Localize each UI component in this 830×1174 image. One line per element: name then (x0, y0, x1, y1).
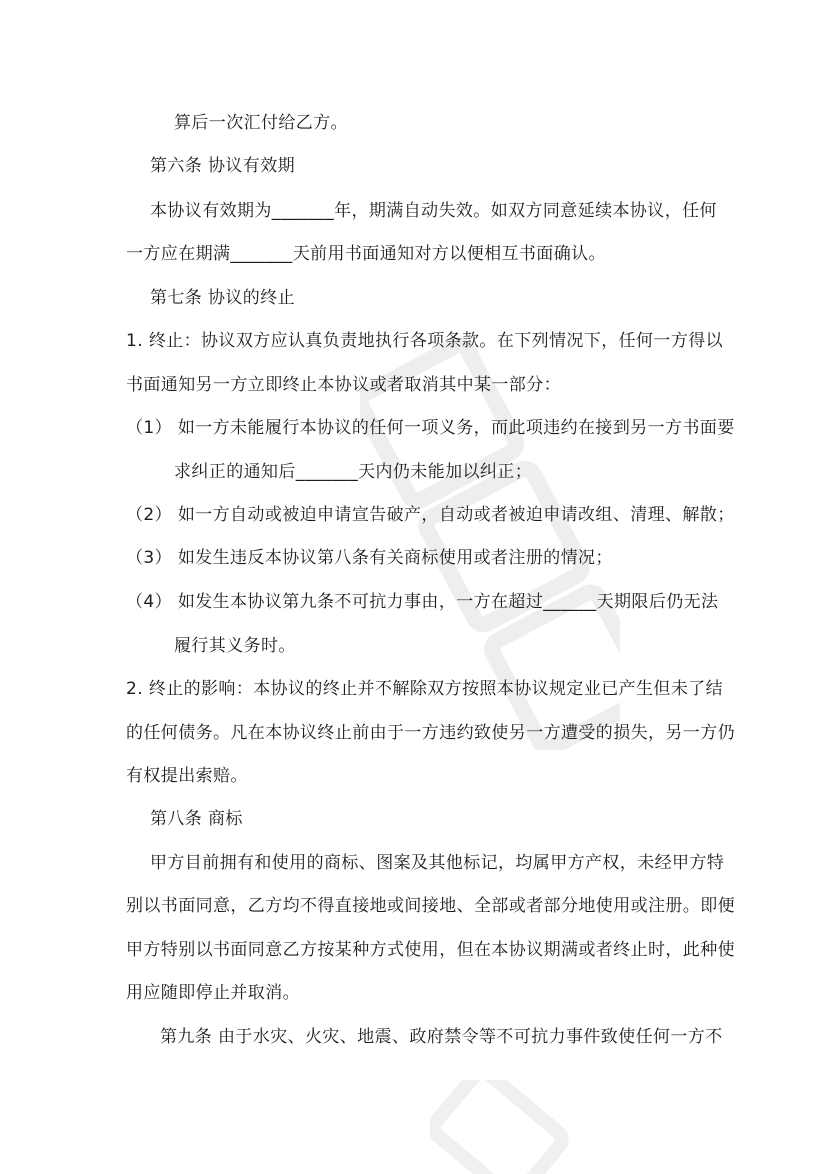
text-line-6: 1. 终止：协议双方应认真负责地执行各项条款。在下列情况下，任何一方得以 (126, 331, 724, 351)
section-heading-6: 第六条 协议有效期 (150, 156, 296, 176)
text-line-19: 别以书面同意，乙方均不得直接地或间接地、全部或者部分地使用或注册。即便 (126, 896, 735, 916)
list-item-1-cont: 求纠正的通知后_______天内仍未能加以纠正； (174, 462, 533, 482)
list-item-4: （4） 如发生本协议第九条不可抗力事由，一方在超过______天期限后仍无法 (126, 592, 719, 612)
text-line-18: 甲方目前拥有和使用的商标、图案及其他标记，均属甲方产权，未经甲方特 (150, 853, 725, 873)
list-item-1: （1） 如一方未能履行本协议的任何一项义务，而此项违约在接到另一方书面要 (126, 418, 735, 438)
section-heading-7: 第七条 协议的终止 (150, 288, 296, 308)
text-line-1: 算后一次汇付给乙方。 (174, 113, 348, 133)
watermark-logo-bottom (430, 1080, 590, 1174)
list-item-3: （3） 如发生违反本协议第八条有关商标使用或者注册的情况； (126, 548, 613, 568)
text-line-15: 的任何债务。凡在本协议终止前由于一方违约致使另一方遭受的损失，另一方仍 (126, 723, 735, 743)
text-line-4: 一方应在期满_______天前用书面通知对方以便相互书面确认。 (126, 244, 606, 264)
section-heading-9: 第九条 由于水灾、火灾、地震、政府禁令等不可抗力事件致使任何一方不 (160, 1027, 723, 1047)
text-line-21: 用应随即停止并取消。 (126, 983, 300, 1003)
list-item-4-cont: 履行其义务时。 (174, 636, 296, 656)
text-line-14: 2. 终止的影响：本协议的终止并不解除双方按照本协议规定业已产生但未了结 (126, 679, 724, 699)
text-line-20: 甲方特别以书面同意乙方按某种方式使用，但在本协议期满或者终止时，此种使 (126, 940, 735, 960)
text-line-3: 本协议有效期为_______年，期满自动失效。如双方同意延续本协议，任何 (150, 201, 717, 221)
section-heading-8: 第八条 商标 (150, 809, 243, 829)
text-line-7: 书面通知另一方立即终止本协议或者取消其中某一部分： (126, 375, 561, 395)
list-item-2: （2） 如一方自动或被迫申请宣告破产，自动或者被迫申请改组、清理、解散； (126, 505, 735, 525)
text-line-16: 有权提出索赔。 (126, 766, 248, 786)
